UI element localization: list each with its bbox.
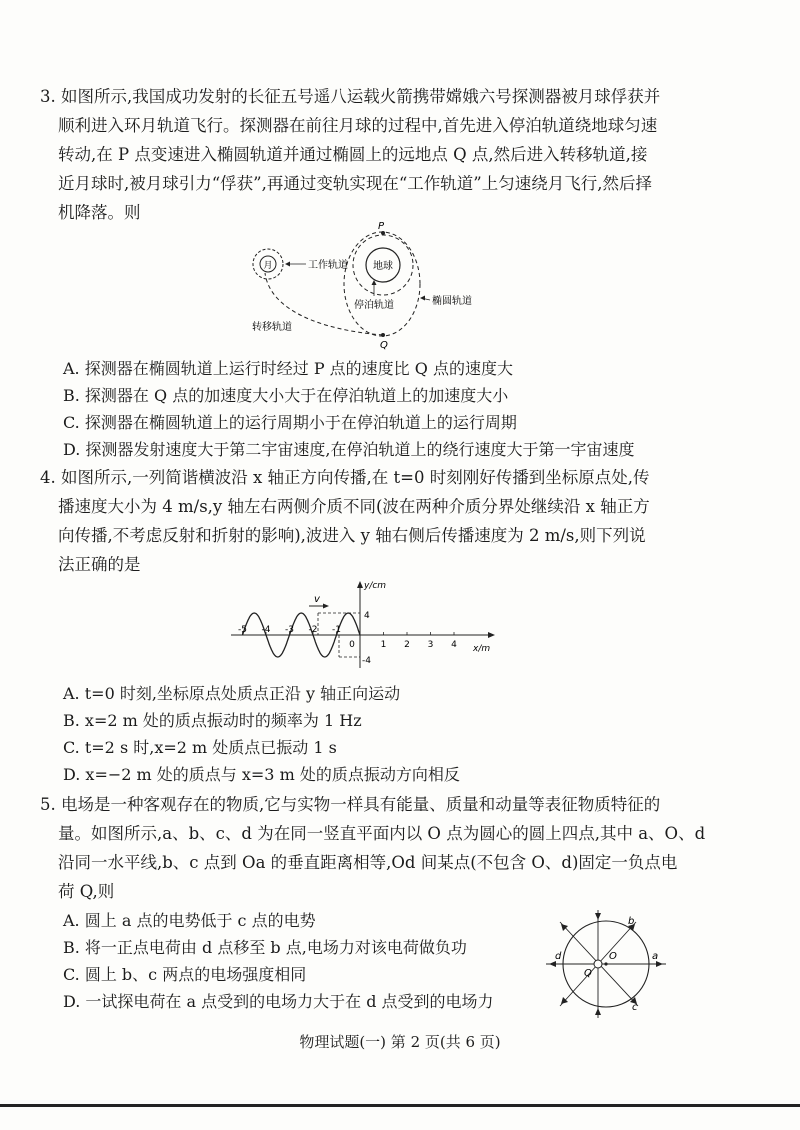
page-footer: 物理试题(一) 第 2 页(共 6 页) xyxy=(299,1033,501,1051)
x-axis-arrow xyxy=(488,632,495,638)
q5-option-d: D. 一试探电荷在 a 点受到的电场力大于在 d 点受到的电场力 xyxy=(63,992,494,1011)
x-axis-label: x/m xyxy=(473,644,491,654)
field-arrow-bottom xyxy=(595,1008,601,1015)
ellipse-orbit-arrowhead xyxy=(420,296,425,301)
field-arrow-top xyxy=(595,913,601,920)
x-tick-label: -5 xyxy=(238,625,247,635)
velocity-arrowhead xyxy=(323,604,329,609)
q5-option-a: A. 圆上 a 点的电势低于 c 点的电势 xyxy=(63,911,316,930)
q3-option-a: A. 探测器在椭圆轨道上运行时经过 P 点的速度比 Q 点的速度大 xyxy=(63,359,513,378)
x-tick-label: 3 xyxy=(427,640,434,650)
y-tick-neg4: -4 xyxy=(362,656,371,666)
velocity-label: v xyxy=(314,594,320,605)
q5-stem-line-4: 荷 Q,则 xyxy=(58,882,115,901)
q5-stem-line-2: 量。如图所示,a、b、c、d 为在同一竖直平面内以 O 点为圆心的圆上四点,其中 a、O、d xyxy=(58,824,706,843)
q3-stem-line-2: 顺利进入环月轨道飞行。探测器在前往月球的过程中,首先进入停泊轨道绕地球匀速 xyxy=(58,116,658,135)
q4-stem-line-4: 法正确的是 xyxy=(58,555,141,574)
y-axis-label: y/cm xyxy=(364,581,387,591)
x-tick-label: 4 xyxy=(451,640,457,650)
q3-option-d: D. 探测器发射速度大于第二宇宙速度,在停泊轨道上的绕行速度大于第一宇宙速度 xyxy=(63,440,635,459)
wave-diagram xyxy=(225,578,505,670)
label-a: a xyxy=(652,951,659,962)
label-Q: Q xyxy=(584,968,592,979)
q3-option-c: C. 探测器在椭圆轨道上的运行周期小于在停泊轨道上的运行周期 xyxy=(63,413,517,432)
q4-stem-line-2: 播速度大小为 4 m/s,y 轴左右两侧介质不同(波在两种介质分界处继续沿 x 轴正方 xyxy=(58,497,650,516)
charge-Q xyxy=(594,960,602,968)
q3-stem-line-5: 机降落。则 xyxy=(58,203,141,222)
moon-label: 月 xyxy=(263,261,273,271)
x-tick-label: 2 xyxy=(404,640,410,650)
x-tick-label: -4 xyxy=(261,625,271,635)
q4-option-d: D. x=−2 m 处的质点与 x=3 m 处的质点振动方向相反 xyxy=(63,765,460,784)
q3-stem-line-4: 近月球时,被月球引力“俘获”,再通过变轨实现在“工作轨道”上匀速绕月飞行,然后择 xyxy=(58,174,652,193)
q5-option-c: C. 圆上 b、c 两点的电场强度相同 xyxy=(63,965,307,984)
x-tick-label: 1 xyxy=(380,640,387,650)
label-c: c xyxy=(632,1002,638,1013)
label-P: P xyxy=(378,221,385,232)
q4-stem-line-1: 4. 如图所示,一列简谐横波沿 x 轴正方向传播,在 t=0 时刻刚好传播到坐标原点处,传 xyxy=(40,468,650,487)
q4-stem-line-3: 向传播,不考虑反射和折射的影响),波进入 y 轴右侧后传播速度为 2 m/s,则下列说 xyxy=(58,526,646,545)
q5-stem-line-1: 5. 电场是一种客观存在的物质,它与实物一样具有能量、质量和动量等表征物质特征的 xyxy=(40,795,661,814)
parking-orbit-label: 停泊轨道 xyxy=(354,300,394,311)
q5-stem-line-3: 沿同一水平线,b、c 点到 Oa 的垂直距离相等,Od 间某点(不包含 O、d)固定一负点电 xyxy=(58,853,678,872)
transfer-orbit-label: 转移轨道 xyxy=(252,322,292,333)
q3-option-b: B. 探测器在 Q 点的加速度大小大于在停泊轨道上的加速度大小 xyxy=(63,386,509,405)
q5-option-b: B. 将一正点电荷由 d 点移至 b 点,电场力对该电荷做负功 xyxy=(63,938,467,957)
work-orbit-label: 工作轨道 xyxy=(308,260,348,271)
center-O xyxy=(604,962,607,965)
x-tick-label: -1 xyxy=(332,625,341,635)
q4-option-b: B. x=2 m 处的质点振动时的频率为 1 Hz xyxy=(63,711,362,730)
q4-option-a: A. t=0 时刻,坐标原点处质点正沿 y 轴正向运动 xyxy=(63,684,401,703)
q3-stem-line-3: 转动,在 P 点变速进入椭圆轨道并通过椭圆上的远地点 Q 点,然后进入转移轨道,接 xyxy=(58,145,648,164)
q4-option-c: C. t=2 s 时,x=2 m 处质点已振动 1 s xyxy=(63,738,337,757)
orbit-diagram xyxy=(240,218,520,350)
y-tick-4: 4 xyxy=(364,611,370,621)
electric-field-diagram xyxy=(538,906,678,1022)
ellipse-orbit-label: 椭圆轨道 xyxy=(432,296,472,307)
label-b: b xyxy=(628,916,635,927)
label-Q: Q xyxy=(380,340,388,350)
work-orbit-arrowhead xyxy=(285,262,290,267)
label-O: O xyxy=(609,951,617,962)
q3-stem-line-1: 3. 如图所示,我国成功发射的长征五号遥八运载火箭携带嫦娥六号探测器被月球俘获并 xyxy=(40,87,661,106)
bottom-border xyxy=(0,1104,800,1107)
x-tick-label: 0 xyxy=(349,640,355,650)
x-tick-label: -3 xyxy=(285,625,294,635)
label-d: d xyxy=(555,951,562,962)
y-axis-arrow xyxy=(357,581,363,588)
earth-label: 地球 xyxy=(373,261,393,272)
x-tick-label: -2 xyxy=(308,625,318,635)
